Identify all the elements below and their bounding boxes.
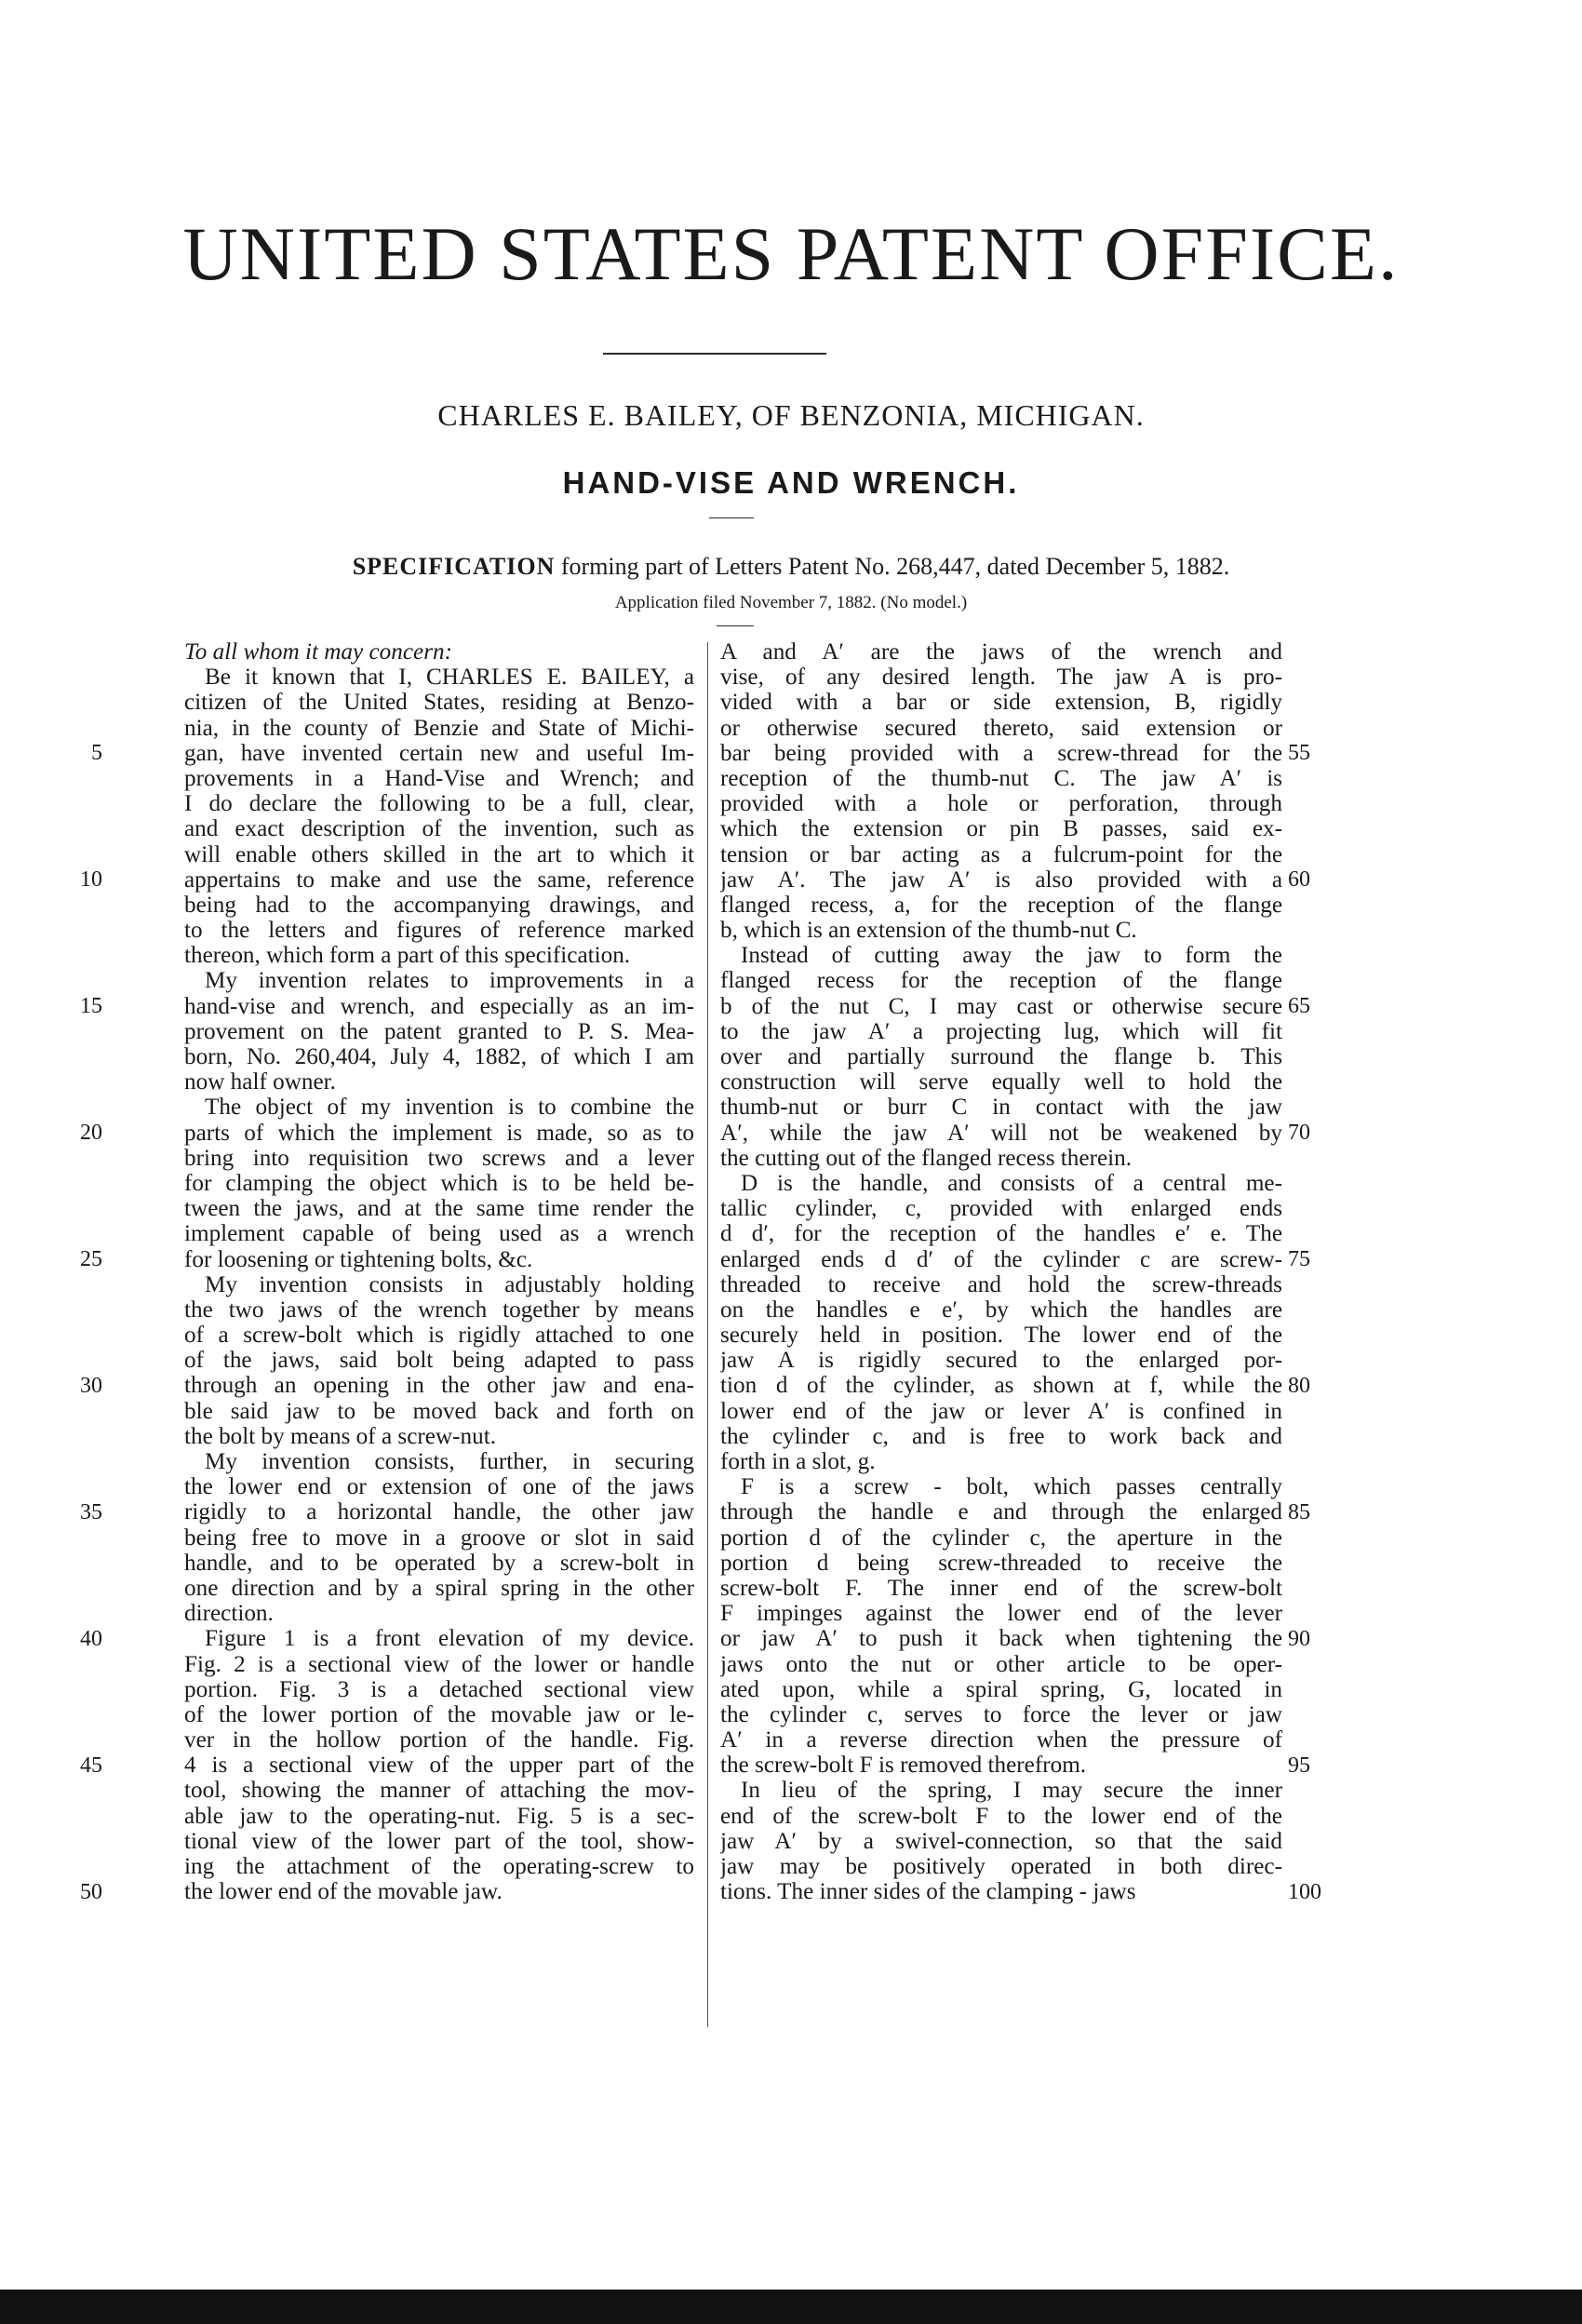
- text-line: of a screw-bolt which is rigidly attached to one: [184, 1323, 694, 1349]
- line-number: 45: [80, 1753, 102, 1778]
- text-line: screw-bolt F. The inner end of the screw-bolt: [720, 1575, 1282, 1601]
- text-line: for loosening or tightening bolts, &c.: [184, 1246, 533, 1272]
- text-line: bar being provided with a screw-thread for the: [720, 740, 1282, 766]
- text-line: end of the screw-bolt F to the lower end of the: [720, 1803, 1282, 1829]
- text-line: or jaw A′ to push it back when tightening the: [720, 1626, 1282, 1652]
- text-line: able jaw to the operating-nut. Fig. 5 is a sec-: [184, 1803, 694, 1829]
- text-line: portion d of the cylinder c, the aperture in the: [720, 1525, 1282, 1551]
- line-number: 15: [80, 993, 102, 1018]
- line-number: 30: [80, 1373, 102, 1398]
- text-line: D is the handle, and consists of a central me-: [741, 1170, 1282, 1196]
- text-line: provements in a Hand-Vise and Wrench; and: [184, 765, 694, 791]
- line-number: 10: [80, 866, 102, 892]
- text-line: being had to the accompanying drawings, and: [184, 892, 694, 918]
- text-line: of the jaws, said bolt being adapted to pass: [184, 1348, 694, 1374]
- text-line: ver in the hollow portion of the handle. Fig.: [184, 1727, 694, 1753]
- text-line: vise, of any desired length. The jaw A is pro-: [720, 665, 1282, 691]
- specification-text: forming part of Letters Patent No. 268,447, dated December 5, 1882.: [560, 553, 1230, 580]
- text-line: jaw A′ by a swivel-connection, so that the said: [720, 1828, 1282, 1854]
- text-line: ing the attachment of the operating-screw to: [184, 1854, 694, 1879]
- line-number: 90: [1288, 1626, 1310, 1651]
- text-line: the lower end of the movable jaw.: [184, 1879, 503, 1905]
- text-line: portion. Fig. 3 is a detached sectional view: [184, 1676, 694, 1702]
- text-line: b, which is an extension of the thumb-nut C.: [720, 918, 1137, 944]
- line-number: 65: [1288, 993, 1310, 1018]
- text-line: provided with a hole or perforation, through: [720, 791, 1282, 817]
- text-line: citizen of the United States, residing at Benzo-: [184, 690, 694, 716]
- text-line: the cutting out of the flanged recess therein.: [720, 1145, 1133, 1171]
- filing-line: Application filed November 7, 1882. (No model.): [614, 593, 968, 612]
- text-line: lower end of the jaw or lever A′ is confined in: [720, 1398, 1282, 1424]
- office-title: UNITED STATES PATENT OFFICE.: [182, 211, 1400, 296]
- column-divider: [707, 642, 708, 2027]
- text-line: being free to move in a groove or slot in said: [184, 1525, 694, 1551]
- text-line: reception of the thumb-nut C. The jaw A′ is: [720, 765, 1282, 791]
- text-line: forth in a slot, g.: [720, 1449, 876, 1474]
- text-line: to the letters and figures of reference marked: [184, 918, 694, 944]
- text-line: one direction and by a spiral spring in the other: [184, 1575, 694, 1601]
- text-line: tension or bar acting as a fulcrum-point for the: [720, 841, 1282, 867]
- text-line: F impinges against the lower end of the lever: [720, 1601, 1282, 1627]
- text-line: tional view of the lower part of the tool, show-: [184, 1828, 694, 1854]
- text-line: implement capable of being used as a wrench: [184, 1221, 694, 1247]
- text-line: b of the nut C, I may cast or otherwise secure: [720, 993, 1282, 1019]
- text-line: appertains to make and use the same, reference: [184, 866, 694, 893]
- text-line: Figure 1 is a front elevation of my device.: [205, 1626, 694, 1652]
- text-line: A′, while the jaw A′ will not be weakened by: [720, 1120, 1282, 1146]
- text-line: portion d being screw-threaded to receive the: [720, 1550, 1282, 1576]
- line-number: 85: [1288, 1499, 1310, 1525]
- text-line: Fig. 2 is a sectional view of the lower or handle: [184, 1651, 694, 1677]
- text-line: which the extension or pin B passes, said ex-: [720, 816, 1282, 842]
- specification-lead: SPECIFICATION: [352, 553, 556, 580]
- text-line: My invention consists, further, in securing: [205, 1449, 694, 1474]
- line-number: 95: [1288, 1753, 1310, 1778]
- text-line: jaws onto the nut or other article to be oper-: [720, 1651, 1282, 1677]
- text-line: construction will serve equally well to hold the: [720, 1069, 1282, 1095]
- text-line: My invention consists in adjustably holding: [205, 1271, 694, 1297]
- text-line: through the handle e and through the enlarged: [720, 1499, 1282, 1525]
- text-line: enlarged ends d d′ of the cylinder c are screw-: [720, 1246, 1282, 1272]
- text-line: gan, have invented certain new and useful Im-: [184, 740, 694, 766]
- line-number: 70: [1288, 1120, 1310, 1145]
- text-line: of the lower portion of the movable jaw or le-: [184, 1701, 694, 1727]
- line-number: 20: [80, 1120, 102, 1145]
- text-line: tween the jaws, and at the same time render the: [184, 1196, 694, 1222]
- line-number: 35: [80, 1499, 102, 1525]
- text-line: hand-vise and wrench, and especially as an im-: [184, 993, 694, 1019]
- text-line: the cylinder c, and is free to work back and: [720, 1423, 1282, 1449]
- text-line: over and partially surround the flange b. This: [720, 1044, 1282, 1069]
- text-line: the two jaws of the wrench together by means: [184, 1296, 694, 1323]
- text-line: Be it known that I, CHARLES E. BAILEY, a: [205, 665, 694, 691]
- text-line: thumb-nut or burr C in contact with the jaw: [720, 1095, 1282, 1121]
- invention-title: HAND-VISE AND WRENCH.: [562, 465, 1020, 500]
- text-line: tallic cylinder, c, provided with enlarged ends: [720, 1196, 1282, 1222]
- text-line: handle, and to be operated by a screw-bolt in: [184, 1550, 694, 1576]
- text-line: born, No. 260,404, July 4, 1882, of which I am: [184, 1044, 694, 1069]
- text-line: to the jaw A′ a projecting lug, which will fit: [720, 1018, 1282, 1044]
- text-line: The object of my invention is to combine the: [205, 1095, 694, 1121]
- text-line: jaw A is rigidly secured to the enlarged por-: [720, 1348, 1282, 1374]
- text-line: vided with a bar or side extension, B, rigidly: [720, 690, 1282, 716]
- scan-edge-bar: [0, 2290, 1582, 2324]
- text-line: flanged recess for the reception of the flange: [720, 968, 1282, 994]
- text-line: jaw A′. The jaw A′ is also provided with a: [720, 866, 1282, 893]
- text-line: flanged recess, a, for the reception of the flange: [720, 892, 1282, 918]
- text-line: parts of which the implement is made, so as to: [184, 1120, 694, 1146]
- line-number: 5: [91, 740, 102, 765]
- text-line: F is a screw - bolt, which passes centrally: [741, 1474, 1282, 1500]
- text-line: Instead of cutting away the jaw to form the: [741, 943, 1282, 969]
- text-line: ated upon, while a spiral spring, G, located in: [720, 1676, 1282, 1702]
- text-line: ble said jaw to be moved back and forth on: [184, 1398, 694, 1424]
- line-number: 80: [1288, 1373, 1310, 1398]
- left-column: [184, 639, 694, 1904]
- line-number: 25: [80, 1246, 102, 1271]
- text-line: To all whom it may concern:: [184, 639, 453, 665]
- text-line: on the handles e e′, by which the handles are: [720, 1296, 1282, 1323]
- inventor-line: CHARLES E. BAILEY, OF BENZONIA, MICHIGAN.: [437, 398, 1145, 432]
- right-column: [720, 639, 1282, 1904]
- text-line: threaded to receive and hold the screw-threads: [720, 1271, 1282, 1297]
- text-line: now half owner.: [184, 1069, 336, 1095]
- line-number: 75: [1288, 1246, 1310, 1271]
- text-line: direction.: [184, 1601, 274, 1627]
- line-number: 50: [80, 1879, 102, 1904]
- line-number: 55: [1288, 740, 1310, 765]
- text-line: the lower end or extension of one of the jaws: [184, 1474, 694, 1500]
- text-line: through an opening in the other jaw and ena-: [184, 1373, 694, 1399]
- line-number: 40: [80, 1626, 102, 1651]
- text-line: thereon, which form a part of this specification.: [184, 943, 631, 969]
- filing-rule: [717, 625, 754, 626]
- text-line: d d′, for the reception of the handles e′ e. The: [720, 1221, 1282, 1247]
- text-line: A and A′ are the jaws of the wrench and: [720, 639, 1282, 665]
- text-line: tion d of the cylinder, as shown at f, while the: [720, 1373, 1282, 1399]
- text-line: 4 is a sectional view of the upper part of the: [184, 1753, 694, 1779]
- text-line: bring into requisition two screws and a lever: [184, 1145, 694, 1171]
- text-line: nia, in the county of Benzie and State of Michi-: [184, 715, 694, 741]
- text-line: A′ in a reverse direction when the pressure of: [720, 1727, 1282, 1753]
- text-line: My invention relates to improvements in a: [205, 968, 694, 994]
- text-line: tool, showing the manner of attaching the mov-: [184, 1778, 694, 1804]
- text-line: jaw may be positively operated in both direc-: [720, 1854, 1282, 1879]
- text-line: provement on the patent granted to P. S. Mea-: [184, 1018, 694, 1044]
- text-line: and exact description of the invention, such as: [184, 816, 694, 842]
- subtitle-rule: [709, 517, 754, 518]
- specification-line: [0, 553, 1582, 581]
- text-line: or otherwise secured thereto, said extension or: [720, 715, 1282, 741]
- text-line: tions. The inner sides of the clamping - jaws: [720, 1879, 1136, 1905]
- text-line: rigidly to a horizontal handle, the other jaw: [184, 1499, 694, 1525]
- text-line: I do declare the following to be a full, clear,: [184, 791, 694, 817]
- text-line: In lieu of the spring, I may secure the inner: [741, 1778, 1282, 1804]
- line-number: 60: [1288, 866, 1310, 892]
- text-line: securely held in position. The lower end of the: [720, 1323, 1282, 1349]
- text-line: the screw-bolt F is removed therefrom.: [720, 1753, 1087, 1779]
- text-line: the cylinder c, serves to force the lever or jaw: [720, 1701, 1282, 1727]
- text-line: the bolt by means of a screw-nut.: [184, 1423, 497, 1449]
- line-number: 100: [1288, 1879, 1321, 1904]
- text-line: for clamping the object which is to be held be-: [184, 1170, 694, 1196]
- text-line: will enable others skilled in the art to which it: [184, 841, 694, 867]
- title-rule: [603, 353, 826, 355]
